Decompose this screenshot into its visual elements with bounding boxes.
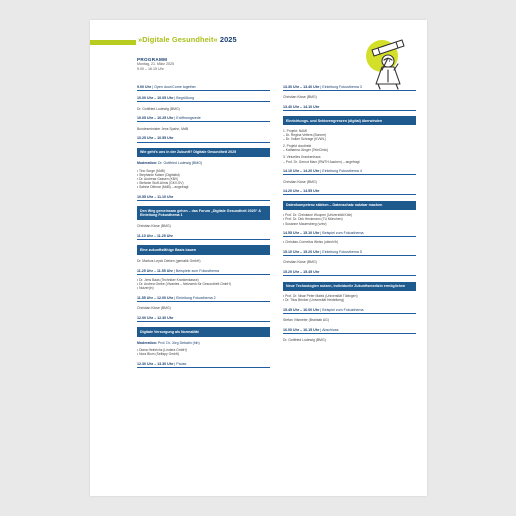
slot-time: 10.55 Uhr – 11.10 Uhr	[137, 194, 174, 199]
participant-list	[283, 213, 416, 225]
speaker-name: Dr. Gottfried Ludewig (BMG)	[137, 106, 180, 111]
participant-list	[137, 348, 270, 356]
speaker-name: Christian Klose (BMG)	[137, 224, 171, 229]
participant-list	[283, 155, 416, 163]
slot-time: 10.00 Uhr – 10.05 Uhr	[137, 96, 174, 101]
speaker-name: Christian Klose (BMG)	[283, 179, 317, 184]
accent-bar	[90, 40, 136, 45]
slot-title: Open door/Come together	[154, 84, 196, 89]
slot-title: Beispiel zum Fokusthema	[322, 231, 364, 236]
slot-time: 14.10 Uhr – 14.20 Uhr	[283, 169, 320, 174]
moderator-name: Dr. Gottfried Ludewig (BMG)	[157, 161, 203, 166]
time-slot	[137, 316, 270, 322]
slot-title: Einleitung Fokusthema 3	[322, 84, 362, 89]
program-page	[90, 20, 427, 496]
slot-separator: |	[319, 327, 323, 332]
slot-title: Abschluss	[322, 327, 339, 332]
slot-separator: |	[319, 250, 323, 255]
slot-time: 13.30 Uhr – 13.40 Uhr	[283, 84, 320, 89]
slot-title: Beispiele zum Fokusthema	[175, 268, 220, 273]
slot-separator: |	[172, 268, 176, 273]
slot-separator: |	[173, 116, 177, 121]
title-year: 2025	[219, 35, 237, 44]
participant-item: • Dr. Jens Baas (Techniker Krankenkasse)	[137, 277, 199, 282]
slot-time: 11.25 Uhr – 11.55 Uhr	[137, 268, 173, 273]
slot-separator: |	[173, 361, 177, 366]
slot-separator: |	[173, 295, 177, 300]
session-title-box: Eine zukunftsfähige Basis bauen	[137, 245, 270, 254]
slot-title: Einleitung Fokusthema 2	[176, 295, 216, 300]
participant-item: • Stephanie Kaiser (Digitalist)	[137, 172, 180, 177]
session-title-box: Den Weg gemeinsam gehen – das Forum „Digitale Gesundheit 2025“ & Einleitung Fokusthema 1	[137, 206, 270, 220]
speaker-name: Christian Klose (BMG)	[283, 94, 317, 99]
session-title-box: Einrichtungs- und Sektorengrenzen (digital) überwinden	[283, 116, 416, 125]
slot-time: 10.25 Uhr – 10.55 Uhr	[137, 136, 174, 141]
slot-time: 11.10 Uhr – 11.25 Uhr	[137, 233, 173, 238]
participant-item: – Katharina Jünger (TeleClinic)	[283, 148, 329, 153]
participant-list	[137, 278, 270, 290]
participant-item: 1. Projekt: NAMI	[283, 128, 308, 133]
slot-title: Beispiel zum Fokusthema	[322, 307, 364, 312]
slot-title: Begrüßung	[176, 96, 195, 101]
slot-separator: |	[319, 231, 323, 236]
time-slot	[283, 308, 416, 314]
moderation-label: Moderation:	[137, 161, 158, 166]
participant-item: • Prof. Dr. Nisar Peter Malek (Universität Tübingen)	[283, 294, 358, 299]
moderation-line	[137, 161, 270, 165]
program-label: PROGRAMM	[137, 57, 168, 62]
slot-title: Einleitung Fokusthema 5	[322, 250, 362, 255]
slot-time: 14.20 Uhr – 14.55 Uhr	[283, 189, 320, 194]
slot-separator: |	[319, 84, 323, 89]
participant-item: • Dr. Titus Brinker (Universität Heidelberg)	[283, 298, 345, 303]
slot-separator: |	[173, 96, 177, 101]
moderator-name: Prof. Dr. Jörg Debatin (hih)	[157, 340, 200, 345]
time-slot	[283, 85, 416, 91]
slot-separator: |	[319, 307, 323, 312]
participant-item: • Stefanie Stoff-Ahnis (GKV-SV)	[137, 180, 184, 185]
session-title-box: Digitale Versorgung als Normalität	[137, 327, 270, 336]
participant-item: • Prof. Dr. Dirk Heckmann (TU München)	[283, 217, 343, 222]
program-date: Montag, 21. März 2025	[137, 62, 174, 66]
time-slot	[283, 328, 416, 334]
time-slot	[283, 169, 416, 175]
speaker-name: Dr. Gottfried Ludewig (BMG)	[283, 338, 326, 343]
speaker-name: Stefan Vilsmeier (Brainlab AG)	[283, 318, 329, 323]
participant-list	[283, 144, 416, 152]
session-title-box: Datenkompetenz stärken – Datenschatz nutzbar machen	[283, 201, 416, 210]
participant-list	[137, 169, 270, 189]
slot-time: 16.00 Uhr – 16.15 Uhr	[283, 327, 320, 332]
time-slot	[283, 105, 416, 111]
participant-item: • Sabine Dittmar (MdB) – angefragt	[137, 184, 189, 189]
slot-title: Eröffnungsrede	[176, 116, 201, 121]
time-slot	[283, 231, 416, 237]
participant-list	[283, 129, 416, 141]
moderation-label: Moderation:	[137, 340, 158, 345]
participant-item: – Dr. Volker Schrage (KVWL)	[283, 136, 326, 141]
participant-item: 2. Projekt docdirekt	[283, 144, 312, 149]
slot-time: 9.00 Uhr	[137, 84, 152, 89]
participant-item: 3. Virtuelles Krankenhaus	[283, 155, 321, 160]
right-column	[283, 79, 416, 343]
participant-item: • Prof. Dr. Christiane Woopen (Universität Köln)	[283, 213, 353, 218]
participant-item: • Susanne Mauersberg (vzbv)	[283, 221, 327, 226]
participant-item: • Tino Sorge (MdB)	[137, 168, 165, 173]
slot-title: Pause	[176, 361, 187, 366]
time-slot	[137, 296, 270, 302]
time-slot	[283, 270, 416, 276]
slot-title: Einleitung Fokusthema 4	[322, 169, 362, 174]
time-slot	[137, 234, 270, 240]
left-column	[137, 79, 270, 368]
participant-item: – Prof. Dr. Gernot Marx (RWTH Aachen) – angefragt	[283, 159, 360, 164]
time-slot	[137, 269, 270, 275]
participant-item: • Nutzer(in)	[137, 286, 154, 291]
moderation-line	[137, 341, 270, 345]
program-header	[137, 57, 307, 72]
participant-list	[283, 240, 416, 244]
time-slot	[137, 362, 270, 368]
participant-item: – Dr. Regina Vetters (Bonner)	[283, 132, 327, 137]
slot-separator: |	[319, 169, 323, 174]
time-slot	[137, 195, 270, 201]
time-slot	[283, 250, 416, 256]
time-slot	[137, 96, 270, 102]
program-time: 9.00 – 16.15 Uhr	[137, 66, 164, 71]
session-title-box: Wie geht’s uns in der Zukunft? Digitale Gesundheit 2025	[137, 148, 270, 157]
speaker-name: Bundesminister Jens Spahn, MdB	[137, 126, 189, 131]
slot-time: 12.30 Uhr – 13.30 Uhr	[137, 361, 174, 366]
speaker-name: Dr. Markus Leyck Dieken (gematik GmbH)	[137, 258, 201, 263]
slot-time: 12.00 Uhr – 12.30 Uhr	[137, 315, 174, 320]
slot-time: 15.20 Uhr – 15.45 Uhr	[283, 270, 320, 275]
slot-separator: |	[151, 84, 155, 89]
slot-time: 15.45 Uhr – 16.00 Uhr	[283, 307, 320, 312]
slot-time: 10.05 Uhr – 10.25 Uhr	[137, 116, 174, 121]
document-title	[138, 35, 237, 44]
participant-item: • Diana Heinrichs (Lindera GmbH)	[137, 348, 187, 353]
participant-item: • Nora Blum (Selfapy GmbH)	[137, 352, 180, 357]
session-title-box: Neue Technologien nutzen, individuelle Zukunftsmedizin ermöglichen	[283, 282, 416, 291]
participant-list	[283, 294, 416, 302]
time-slot	[137, 85, 270, 91]
title-main: »Digitale Gesundheit«	[138, 35, 218, 44]
time-slot	[137, 116, 270, 122]
speaker-name: Christian Klose (BMG)	[137, 306, 171, 311]
slot-time: 11.55 Uhr – 12.00 Uhr	[137, 295, 174, 300]
slot-time: 15.10 Uhr – 15.20 Uhr	[283, 250, 320, 255]
slot-time: 14.55 Uhr – 15.10 Uhr	[283, 231, 320, 236]
participant-item: • Dr. Andreas Gassen (KBV)	[137, 176, 179, 181]
participant-item: • Dr. Andrea Grebe (Vivantes – Netzwerk für Gesundheit GmbH)	[137, 281, 231, 286]
speaker-name: Christian Klose (BMG)	[283, 260, 317, 265]
participant-item: • Christian-Cornelius Weiss (ubirch/fr)	[283, 240, 338, 245]
time-slot	[137, 136, 270, 142]
slot-time: 13.40 Uhr – 14.10 Uhr	[283, 104, 320, 109]
time-slot	[283, 189, 416, 195]
